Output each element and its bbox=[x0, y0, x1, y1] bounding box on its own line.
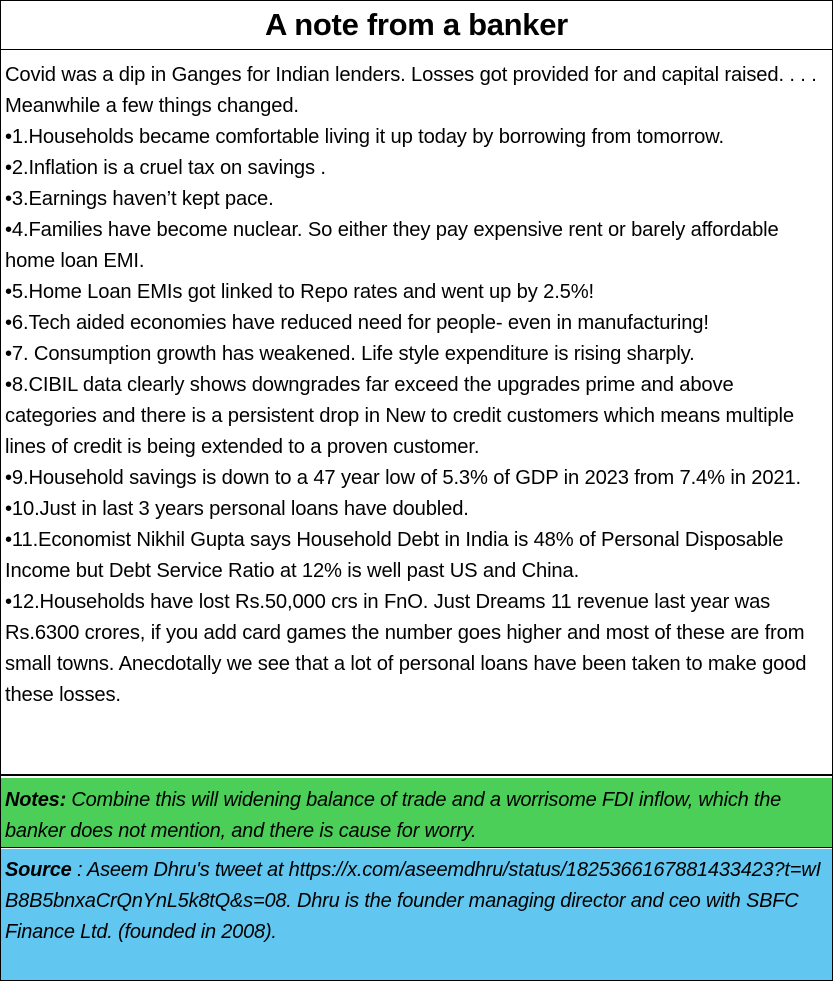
point-item: •2.Inflation is a cruel tax on savings . bbox=[5, 157, 326, 179]
point-item: •4.Families have become nuclear. So either they pay expensive rent or barely affordable home loan EMI. bbox=[5, 219, 779, 272]
intro-line: Covid was a dip in Ganges for Indian lenders. Losses got provided for and capital raised. . . . bbox=[5, 64, 817, 86]
point-item: •6.Tech aided economies have reduced need for people- even in manufacturing! bbox=[5, 312, 709, 334]
point-item: •5.Home Loan EMIs got linked to Repo rates and went up by 2.5%! bbox=[5, 281, 595, 303]
point-item: •8.CIBIL data clearly shows downgrades far exceed the upgrades prime and above categories and there is a persistent drop in New to credit customers which means multiple lines of credit is being extended to a proven customer. bbox=[5, 374, 794, 458]
point-item: •10.Just in last 3 years personal loans have doubled. bbox=[5, 498, 469, 520]
point-item: •12.Households have lost Rs.50,000 crs in FnO. Just Dreams 11 revenue last year was Rs.6300 crores, if you add card games the number goes higher and most of these are from small towns. Anecdotally we see that a lot of personal loans have been taken to make good these losses. bbox=[5, 591, 807, 706]
point-item: •11.Economist Nikhil Gupta says Household Debt in India is 48% of Personal Disposable Income but Debt Service Ratio at 12% is well past US and China. bbox=[5, 529, 784, 582]
point-item: •1.Households became comfortable living it up today by borrowing from tomorrow. bbox=[5, 126, 724, 148]
notes-label: Notes: bbox=[5, 789, 67, 811]
source-lead: : Aseem Dhru's tweet at bbox=[76, 859, 284, 881]
source-section bbox=[1, 849, 832, 980]
point-item: •3.Earnings haven’t kept pace. bbox=[5, 188, 274, 210]
source-text: Dhru is the founder managing director and ceo with SBFC Finance Ltd. (founded in 2008). bbox=[5, 890, 799, 943]
notes-text: Combine this will widening balance of trade and a worrisome FDI inflow, which the banker does not mention, and there is cause for worry. bbox=[5, 789, 782, 842]
page-title: A note from a banker bbox=[1, 1, 832, 50]
intro-line: Meanwhile a few things changed. bbox=[5, 95, 299, 117]
source-label: Source bbox=[5, 859, 72, 881]
point-item: •9.Household savings is down to a 47 year low of 5.3% of GDP in 2023 from 7.4% in 2021. bbox=[5, 467, 802, 489]
point-item: •7. Consumption growth has weakened. Life style expenditure is rising sharply. bbox=[5, 343, 695, 365]
notes-section bbox=[1, 778, 832, 848]
source-url-link[interactable]: https://x.com/aseemdhru/status/1825366167881433423?t=wIB8B5bnxaCrQnYnL5k8tQ&s=08. bbox=[5, 859, 821, 912]
note-body bbox=[1, 50, 832, 776]
